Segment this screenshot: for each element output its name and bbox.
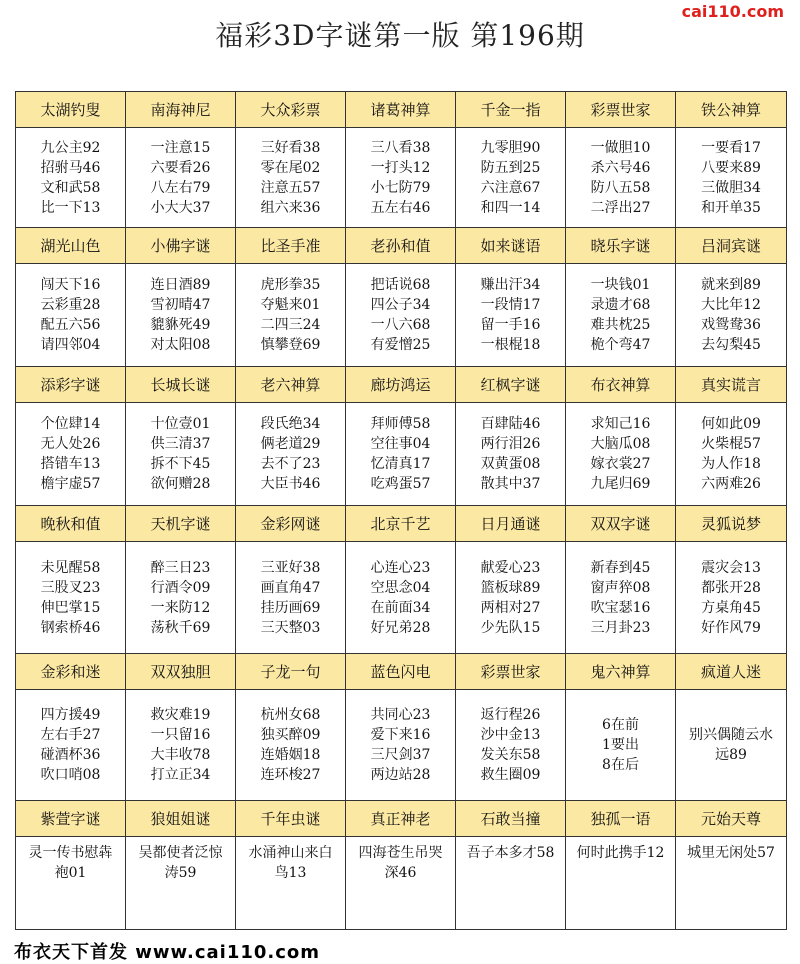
column-header: 太湖钓叟 [16,92,126,128]
column-header: 石敢当撞 [456,801,566,837]
riddle-line: 拜师傅58 [370,416,431,432]
riddle-line: 远89 [715,747,747,763]
riddle-line: 九公主92 [40,139,101,156]
riddle-cell [566,403,676,506]
column-header: 金彩和迷 [16,654,126,690]
riddle-line: 杭州女68 [260,707,321,723]
riddle-line: 三亚好38 [260,559,321,576]
riddle-cell [456,837,566,929]
riddle-line: 画直角47 [260,579,321,596]
riddle-line: 连环梭27 [260,767,321,783]
riddle-line: 水涌神山来白 [248,845,333,861]
riddle-line: 城里无闲处57 [687,845,775,861]
riddle-line: 鸟13 [274,865,307,881]
riddle-line: 吹宝瑟16 [590,599,651,616]
riddle-line: 伸巴掌15 [40,599,101,616]
riddle-line: 大比年12 [701,297,761,313]
riddle-line: 两行泪26 [480,436,541,452]
riddle-cell [16,837,126,929]
column-header: 元始天尊 [676,801,786,837]
riddle-line: 三股叉23 [40,579,101,596]
riddle-line: 空往事04 [370,436,431,452]
riddle-line: 窗声猝08 [590,579,651,596]
column-header: 老孙和值 [346,228,456,264]
riddle-line: 共同心23 [370,707,431,723]
riddle-cell [126,837,236,929]
riddle-line: 别兴偶随云水 [689,727,773,743]
riddle-line: 大丰收78 [150,747,211,763]
column-header: 狼姐姐谜 [126,801,236,837]
riddle-line: 沙中金13 [480,727,541,743]
column-header: 金彩网谜 [236,506,346,542]
riddle-line: 八要来89 [701,159,761,176]
riddle-line: 三好看38 [260,139,321,156]
riddle-line: 空思念04 [370,579,431,596]
riddle-line: 献爱心23 [480,559,541,576]
riddle-line: 钢索桥46 [40,619,101,636]
riddle-cell [566,128,676,228]
riddle-cell [126,264,236,367]
riddle-line: 一要看17 [701,139,761,156]
riddle-line: 篮板球89 [480,579,541,596]
column-header: 湖光山色 [16,228,126,264]
riddle-cell [236,264,346,367]
riddle-line: 闯天下16 [40,277,101,293]
riddle-line: 文和武58 [40,179,101,196]
riddle-line: 8在后 [602,757,639,773]
column-header: 比圣手准 [236,228,346,264]
riddle-line: 小七防79 [370,179,431,196]
column-header: 疯道人迷 [676,654,786,690]
riddle-line: 何时此携手12 [576,845,665,861]
riddle-line: 无人处26 [40,436,101,452]
riddle-cell [16,403,126,506]
riddle-line: 比一下13 [40,199,101,216]
riddle-cell [456,690,566,801]
riddle-line: 火柴棍57 [701,436,761,452]
riddle-cell [236,128,346,228]
riddle-line: 救灾难19 [150,707,211,723]
riddle-line: 返行程26 [480,707,541,723]
riddle-line: 行酒令09 [150,579,211,596]
riddle-cell [236,690,346,801]
riddle-line: 录遗才68 [590,297,651,313]
riddle-line: 为人作18 [701,456,761,472]
riddle-line: 新春到45 [590,559,651,576]
column-header: 铁公神算 [676,92,786,128]
column-header: 紫萱字谜 [16,801,126,837]
riddle-line: 双黄蛋08 [480,456,541,472]
riddle-line: 搭错车13 [40,456,101,472]
riddle-line: 大臣书46 [260,476,321,492]
riddle-line: 戏鸳鸯36 [701,317,761,333]
riddle-line: 醉三日23 [150,559,211,576]
riddle-line: 在前面34 [370,599,431,616]
riddle-line: 杀六号46 [590,159,651,176]
riddle-line: 三八看38 [370,139,431,156]
riddle-line: 深46 [384,865,417,881]
riddle-line: 八左右79 [150,179,211,196]
riddle-line: 请四邻04 [40,337,101,353]
riddle-line: 五左右46 [370,199,431,216]
column-header: 南海神尼 [126,92,236,128]
riddle-line: 救生圈09 [480,767,541,783]
riddle-cell [676,542,786,654]
footer-watermark: 布衣天下首发 www.cai110.com [14,942,321,963]
riddle-line: 一来防12 [150,599,211,616]
page-title: 福彩3D字谜第一版 第196期 [215,19,585,52]
column-header: 添彩字谜 [16,367,126,403]
riddle-line: 十位壹01 [150,416,211,432]
riddle-line: 虎形拳35 [260,277,321,293]
column-header: 千年虫谜 [236,801,346,837]
riddle-line: 把话说68 [370,277,431,293]
riddle-line: 个位肆14 [40,416,101,432]
riddle-cell [16,128,126,228]
riddle-line: 段氏绝34 [260,416,321,432]
riddle-line: 二浮出27 [590,199,651,216]
riddle-line: 打立正34 [150,767,211,783]
riddle-line: 两边站28 [370,767,431,783]
riddle-line: 有爱憎25 [370,337,431,353]
riddle-cell [456,403,566,506]
riddle-line: 爱下来16 [370,727,431,743]
riddle-cell [566,837,676,929]
riddle-line: 吾子本多才58 [466,845,555,861]
riddle-cell [126,542,236,654]
column-header: 彩票世家 [566,92,676,128]
riddle-line: 四方援49 [40,707,101,723]
column-header: 真正神老 [346,801,456,837]
column-header: 北京千艺 [346,506,456,542]
riddle-line: 防五到25 [480,159,541,176]
riddle-line: 三月卦23 [590,619,651,636]
riddle-line: 注意五57 [260,179,321,196]
column-header: 灵狐说梦 [676,506,786,542]
riddle-line: 檐宇虚57 [40,476,101,492]
riddle-line: 百肆陆46 [480,416,541,432]
riddle-cell [346,837,456,929]
column-header: 小佛字谜 [126,228,236,264]
column-header: 老六神算 [236,367,346,403]
riddle-cell [566,690,676,801]
riddle-cell [126,690,236,801]
riddle-cell [126,128,236,228]
column-header: 诸葛神算 [346,92,456,128]
riddle-line: 一根棍18 [480,337,541,353]
riddle-line: 貔貅死49 [150,317,211,333]
riddle-line: 供三清37 [150,436,211,452]
riddle-line: 忆清真17 [370,456,431,472]
riddle-line: 三尺剑37 [370,747,431,763]
column-header: 彩票世家 [456,654,566,690]
riddle-cell [346,542,456,654]
riddle-cell [456,264,566,367]
riddle-cell [346,690,456,801]
riddle-line: 防八五58 [590,179,651,196]
riddle-cell [566,542,676,654]
riddle-line: 三做胆34 [701,179,761,196]
riddle-line: 两相对27 [480,599,541,616]
riddle-line: 左右手27 [40,727,101,743]
riddle-line: 一打头12 [370,159,431,176]
riddle-cell [566,264,676,367]
riddle-line: 九零胆90 [480,139,541,156]
riddle-line: 六要看26 [150,159,211,176]
riddle-line: 1要出 [602,737,639,753]
riddle-line: 慎攀登69 [260,337,321,353]
riddle-cell [236,542,346,654]
column-header: 如来谜语 [456,228,566,264]
riddle-line: 一注意15 [150,139,211,156]
column-header: 长城长谜 [126,367,236,403]
riddle-cell [676,690,786,801]
riddle-line: 一做胆10 [590,139,651,156]
riddle-line: 赚出汗34 [480,277,541,293]
riddle-line: 碰酒杯36 [40,747,101,763]
riddle-line: 招驸马46 [40,159,101,176]
riddle-line: 何如此09 [701,416,761,432]
riddle-line: 四海苍生吊哭 [358,845,443,861]
column-header: 红枫字谜 [456,367,566,403]
riddle-cell [236,837,346,929]
riddle-cell [346,264,456,367]
riddle-line: 九尾归69 [590,476,651,492]
column-header: 大众彩票 [236,92,346,128]
column-header: 晓乐字谜 [566,228,676,264]
riddle-line: 配五六56 [40,317,101,333]
column-header: 千金一指 [456,92,566,128]
site-logo[interactable]: cai110.com [681,2,784,21]
riddle-line: 方桌角45 [701,599,761,616]
riddle-line: 求知己16 [590,416,651,432]
riddle-line: 未见醒58 [40,559,101,576]
riddle-line: 去勾梨45 [701,337,761,353]
column-header: 鬼六神算 [566,654,676,690]
riddle-line: 好作风79 [701,619,761,636]
riddle-line: 欲何赠28 [150,476,211,492]
riddle-line: 对太阳08 [150,337,211,353]
riddle-line: 发关东58 [480,747,541,763]
riddle-line: 三天整03 [260,619,321,636]
riddle-line: 二四三24 [260,317,321,333]
column-header: 日月通谜 [456,506,566,542]
riddle-cell [16,264,126,367]
riddle-line: 都张开28 [701,579,761,596]
column-header: 晚秋和值 [16,506,126,542]
column-header: 双双独胆 [126,654,236,690]
riddle-line: 一八六68 [370,317,431,333]
riddle-line: 一段情17 [480,297,541,313]
riddle-cell [676,128,786,228]
riddle-line: 吴都使者泛惊 [138,845,223,861]
riddle-line: 吃鸡蛋57 [370,476,431,492]
riddle-line: 一块钱01 [590,277,651,293]
riddle-line: 荡秋千69 [150,619,211,636]
riddle-line: 俩老道29 [260,436,321,452]
riddle-line: 六两难26 [701,476,761,492]
riddle-line: 夺魁来01 [260,297,321,313]
column-header: 吕洞宾谜 [676,228,786,264]
riddle-cell [676,403,786,506]
riddle-table [15,91,787,930]
riddle-cell [676,837,786,929]
riddle-line: 组六来36 [260,199,321,216]
riddle-line: 去不了23 [260,456,321,472]
column-header: 独孤一语 [566,801,676,837]
riddle-line: 独买醉09 [260,727,321,743]
riddle-line: 和四一14 [480,199,541,216]
riddle-cell [456,128,566,228]
riddle-cell [456,542,566,654]
riddle-line: 和开单35 [701,199,761,216]
riddle-line: 难共枕25 [590,317,651,333]
riddle-cell [16,690,126,801]
riddle-line: 雪初晴47 [150,297,211,313]
riddle-line: 连日酒89 [150,277,211,293]
riddle-line: 散其中37 [480,476,541,492]
riddle-line: 涛59 [164,865,197,881]
riddle-line: 袍01 [54,865,87,881]
riddle-line: 震灾会13 [701,559,761,576]
column-header: 廊坊鸿运 [346,367,456,403]
column-header: 双双字谜 [566,506,676,542]
riddle-cell [236,403,346,506]
riddle-line: 吹口哨08 [40,767,101,783]
riddle-line: 嫁衣裳27 [590,456,651,472]
riddle-line: 小大大37 [150,199,211,216]
riddle-line: 四公子34 [370,297,431,313]
riddle-line: 六注意67 [480,179,541,196]
riddle-cell [126,403,236,506]
riddle-line: 挂历画69 [260,599,321,616]
riddle-cell [676,264,786,367]
riddle-line: 大脑瓜08 [590,436,651,452]
column-header: 真实谎言 [676,367,786,403]
riddle-line: 心连心23 [370,559,431,576]
riddle-line: 桅个弯47 [590,337,651,353]
riddle-cell [346,128,456,228]
column-header: 布衣神算 [566,367,676,403]
riddle-cell [346,403,456,506]
riddle-line: 6在前 [602,717,639,733]
column-header: 天机字谜 [126,506,236,542]
riddle-line: 留一手16 [480,317,541,333]
riddle-line: 少先队15 [480,619,541,636]
riddle-line: 云彩重28 [40,297,101,313]
riddle-line: 一只留16 [150,727,211,743]
riddle-line: 零在尾02 [260,159,321,176]
column-header: 子龙一句 [236,654,346,690]
riddle-line: 灵一传书慰犇 [28,845,113,861]
riddle-line: 拆不下45 [150,456,211,472]
riddle-cell [16,542,126,654]
riddle-line: 好兄弟28 [370,619,431,636]
riddle-line: 就来到89 [701,277,761,293]
column-header: 蓝色闪电 [346,654,456,690]
riddle-line: 连婚姻18 [260,747,321,763]
